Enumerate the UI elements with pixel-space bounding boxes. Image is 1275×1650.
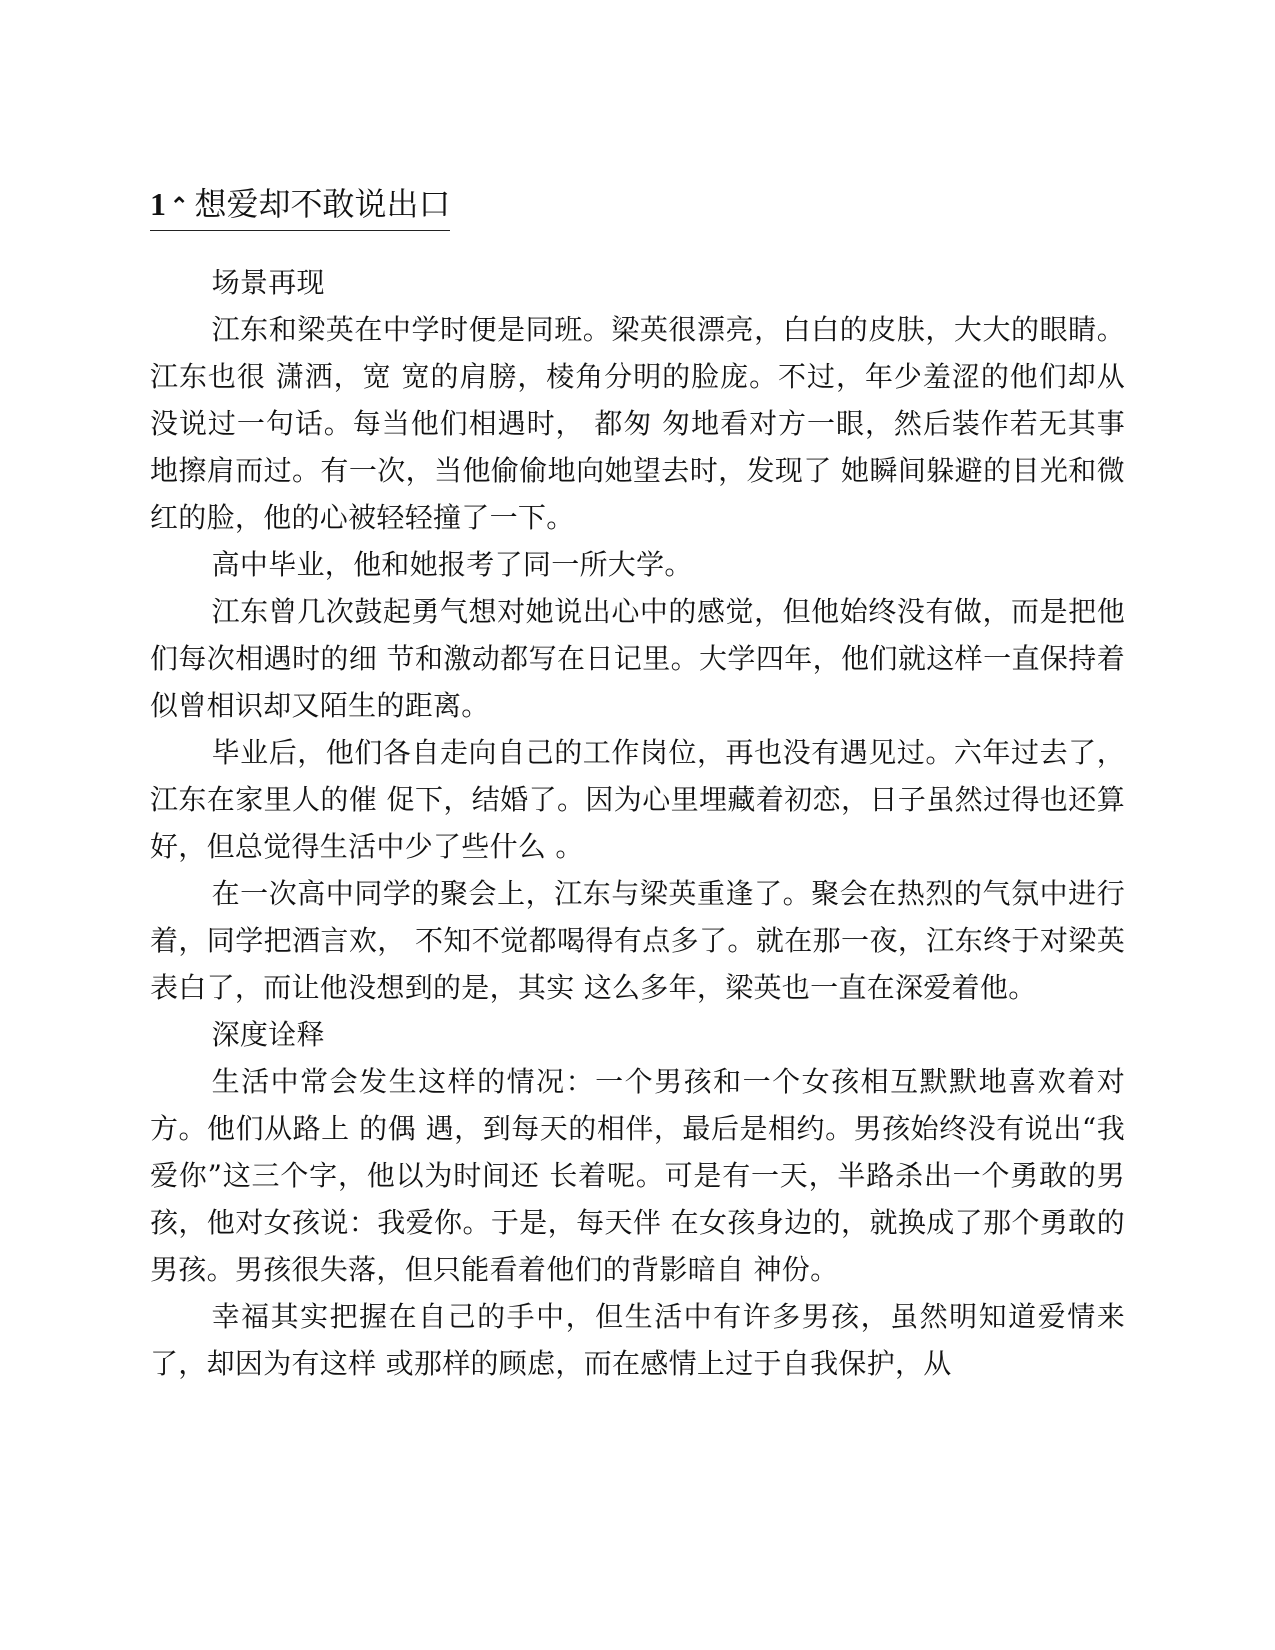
subheading-interpretation: 深度诠释 [211, 1018, 325, 1051]
document-page [150, 182, 1125, 1387]
section-number: 1 [150, 186, 166, 222]
paragraph: 生活中常会发生这样的情况：一个男孩和一个女孩相互默默地喜欢着对方。他们从路上 的偶 遇，到每天的相伴，最后是相约。男孩始终没有说出“我爱你”这三个字，他以为时间还 长着呢。可是有一天，半路杀出一个勇敢的男孩，他对女孩说：我爱你。于是，每天伴 在女孩身边的，就换成了那个勇敢的男孩。男孩很失落，但只能看着他们的背影暗自 神份。 [150, 1065, 1125, 1286]
paragraph: 高中毕业，他和她报考了同一所大学。 [211, 548, 693, 581]
paragraph: 在一次高中同学的聚会上，江东与梁英重逢了。聚会在热烈的气氛中进行着，同学把酒言欢， 不知不觉都喝得有点多了。就在那一夜，江东终于对梁英表白了，而让他没想到的是，其实 这么多年，梁英也一直在深爱着他。 [150, 877, 1125, 1004]
section-title: 想爱却不敢说出口 [194, 185, 451, 223]
paragraph: 江东曾几次鼓起勇气想对她说出心中的感觉，但他始终没有做，而是把他们每次相遇时的细 节和激动都写在日记里。大学四年，他们就这样一直保持着似曾相识却又陌生的距离。 [150, 595, 1125, 722]
paragraph: 江东和梁英在中学时便是同班。梁英很漂亮，白白的皮肤，大大的眼睛。江东也很 潇洒，宽 宽的肩膀，棱角分明的脸庞。不过，年少羞涩的他们却从没说过一句话。每当他们相遇时， 都匆 匆地看对方一眼，然后装作若无其事地擦肩而过。有一次，当他偷偷地向她望去时，发现了 她瞬间躲避的目光和微红的脸，他的心被轻轻撞了一下。 [150, 313, 1125, 534]
subheading-scene: 场景再现 [211, 266, 325, 299]
paragraph: 幸福其实把握在自己的手中，但生活中有许多男孩，虽然明知道爱情来了，却因为有这样 或那样的顾虑，而在感情上过于自我保护，从 [150, 1300, 1125, 1380]
section-heading [150, 182, 450, 231]
caret-up-icon: ⌃ [170, 193, 189, 219]
paragraph: 毕业后，他们各自走向自己的工作岗位，再也没有遇见过。六年过去了，江东在家里人的催 促下，结婚了。因为心里埋藏着初恋，日子虽然过得也还算好，但总觉得生活中少了些什么 。 [150, 736, 1125, 863]
